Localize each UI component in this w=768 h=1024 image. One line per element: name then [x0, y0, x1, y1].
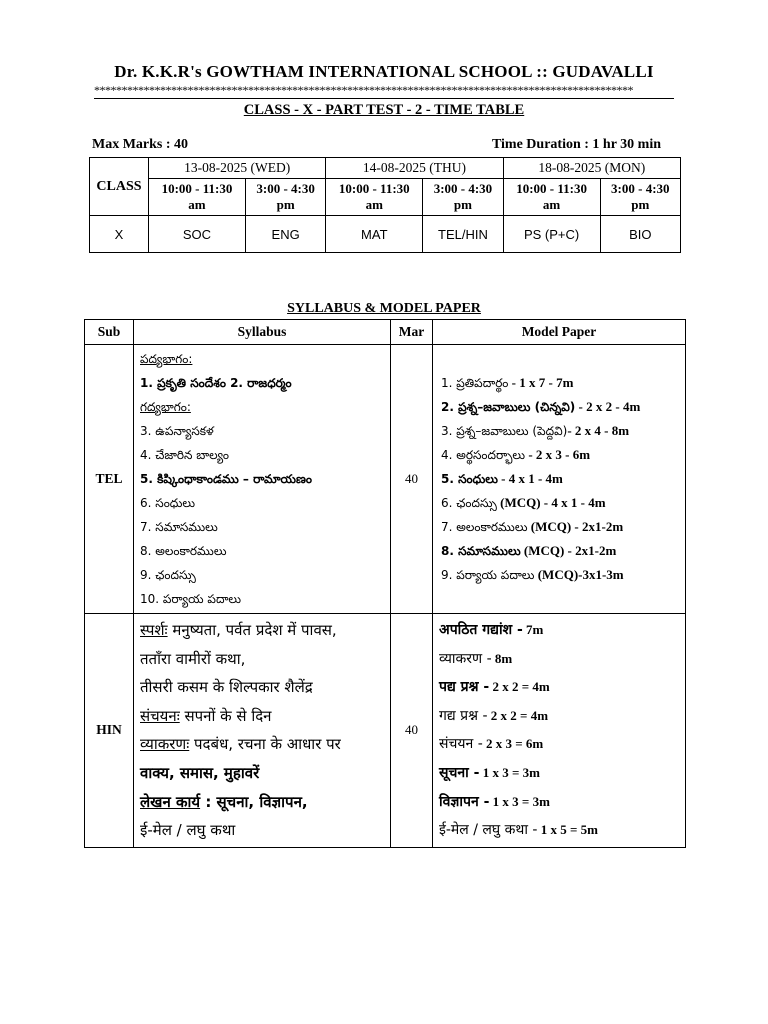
time-duration: Time Duration : 1 hr 30 min — [491, 137, 661, 152]
date-header: 18-08-2025 (MON) — [503, 158, 680, 179]
subject-tel: TEL — [85, 345, 134, 614]
syllabus-line: वाक्य, समास, मुहावरें — [140, 763, 260, 782]
syllabus-line: గద్యభాగం: — [140, 400, 191, 414]
syllabus-line: 1. ప్రకృతి సందేశం 2. రాజధర్మం — [140, 376, 292, 390]
time-slot: 10:00 - 11:30 am — [503, 179, 600, 216]
syllabus-line: ई-मेल / लघु कथा — [140, 821, 236, 840]
syllabus-line: 5. కిష్కింధాకాండము – రామాయణం — [140, 472, 312, 486]
syllabus-line: పద్యభాగం: — [140, 352, 193, 366]
subject-cell: MAT — [326, 216, 423, 253]
class-header: CLASS — [90, 158, 149, 216]
model-line: विज्ञापन - 1 x 3 = 3m — [439, 793, 550, 810]
syllabus-line: 9. ఛందస్సు — [140, 568, 196, 582]
hin-syllabus — [134, 614, 391, 848]
syllabus-line: 10. పర్యాయ పదాలు — [140, 592, 242, 606]
model-line: 6. ఛందస్సు (MCQ) - 4 x 1 - 4m — [441, 495, 606, 510]
syllabus-title: SYLLABUS & MODEL PAPER — [287, 301, 481, 316]
tel-model-paper — [433, 345, 686, 614]
timetable — [89, 157, 681, 253]
date-header: 14-08-2025 (THU) — [326, 158, 503, 179]
syllabus-line: 6. సంధులు — [140, 496, 196, 510]
time-slot: 10:00 - 11:30 am — [326, 179, 423, 216]
model-line: गद्य प्रश्न - 2 x 2 = 4m — [439, 707, 549, 724]
hin-marks: 40 — [391, 614, 433, 848]
model-line: ई-मेल / लघु कथा - 1 x 5 = 5m — [439, 822, 598, 839]
sub-header: Sub — [85, 320, 134, 345]
time-slot: 3:00 - 4:30 pm — [245, 179, 325, 216]
model-line: 5. సంధులు - 4 x 1 - 4m — [441, 471, 563, 486]
syllabus-line: ततॉंरा वामीरों कथा, — [140, 649, 246, 668]
subject-hin: HIN — [85, 614, 134, 848]
syllabus-table — [84, 319, 686, 848]
syllabus-line: स्पर्शः मनुष्यता, पर्वत प्रदेश में पावस, — [140, 621, 337, 639]
class-cell: X — [90, 216, 149, 253]
model-line: 2. ప్రశ్న–జవాబులు (చిన్నవి) - 2 x 2 - 4m — [441, 399, 641, 414]
syllabus-line: 3. ఉపన్యాసకళ — [140, 424, 214, 438]
syllabus-line: व्याकरणः पदबंध, रचना के आधार पर — [140, 735, 341, 754]
tel-marks: 40 — [391, 345, 433, 614]
date-header: 13-08-2025 (WED) — [149, 158, 326, 179]
model-line: सूचना - 1 x 3 = 3m — [439, 764, 540, 781]
model-line: 3. ప్రశ్న–జవాబులు (పెద్దవి)- 2 x 4 - 8m — [441, 423, 630, 438]
syllabus-line: 8. అలంకారములు — [140, 544, 227, 558]
subject-cell: PS (P+C) — [503, 216, 600, 253]
subject-cell: TEL/HIN — [423, 216, 503, 253]
hin-model-paper — [433, 614, 686, 848]
time-slot: 3:00 - 4:30 pm — [423, 179, 503, 216]
star-divider: ************************************************************************************************** — [94, 84, 674, 99]
tel-syllabus — [134, 345, 391, 614]
marks-header: Mar — [391, 320, 433, 345]
model-line: व्याकरण - 8m — [439, 650, 513, 667]
model-line: पद्य प्रश्न - 2 x 2 = 4m — [439, 679, 550, 696]
timetable-title: CLASS - X - PART TEST - 2 - TIME TABLE — [243, 102, 525, 118]
syllabus-line: संचयनः सपनों के से दिन — [140, 706, 272, 725]
syllabus-line: तीसरी कसम के शिल्पकार शैलेंद्र — [140, 678, 313, 697]
model-line: 4. అర్థసందర్భాలు - 2 x 3 - 6m — [441, 447, 591, 462]
time-slot: 3:00 - 4:30 pm — [600, 179, 680, 216]
subject-cell: SOC — [149, 216, 246, 253]
model-line: संचयन - 2 x 3 = 6m — [439, 736, 544, 753]
model-line: 8. సమాసములు (MCQ) - 2x1-2m — [441, 543, 617, 558]
model-line: 1. ప్రతిపదార్థం - 1 x 7 - 7m — [441, 375, 574, 390]
model-line: अपठित गद्यांश - 7m — [439, 622, 544, 638]
max-marks: Max Marks : 40 — [92, 137, 189, 152]
syllabus-line: 7. సమాసములు — [140, 520, 218, 534]
subject-cell: BIO — [600, 216, 680, 253]
syllabus-line: 4. చేజారిన బాల్యం — [140, 448, 229, 462]
syllabus-header: Syllabus — [134, 320, 391, 345]
school-title: Dr. K.K.R's GOWTHAM INTERNATIONAL SCHOOL :: GUDAVALLI — [114, 62, 654, 81]
model-line: 9. పర్యాయ పదాలు (MCQ)-3x1-3m — [441, 567, 624, 582]
time-slot: 10:00 - 11:30 am — [149, 179, 246, 216]
syllabus-line: लेखन कार्य : सूचना, विज्ञापन, — [140, 792, 308, 811]
model-line: 7. అలంకారములు (MCQ) - 2x1-2m — [441, 519, 624, 534]
subject-cell: ENG — [245, 216, 325, 253]
model-paper-header: Model Paper — [433, 320, 686, 345]
